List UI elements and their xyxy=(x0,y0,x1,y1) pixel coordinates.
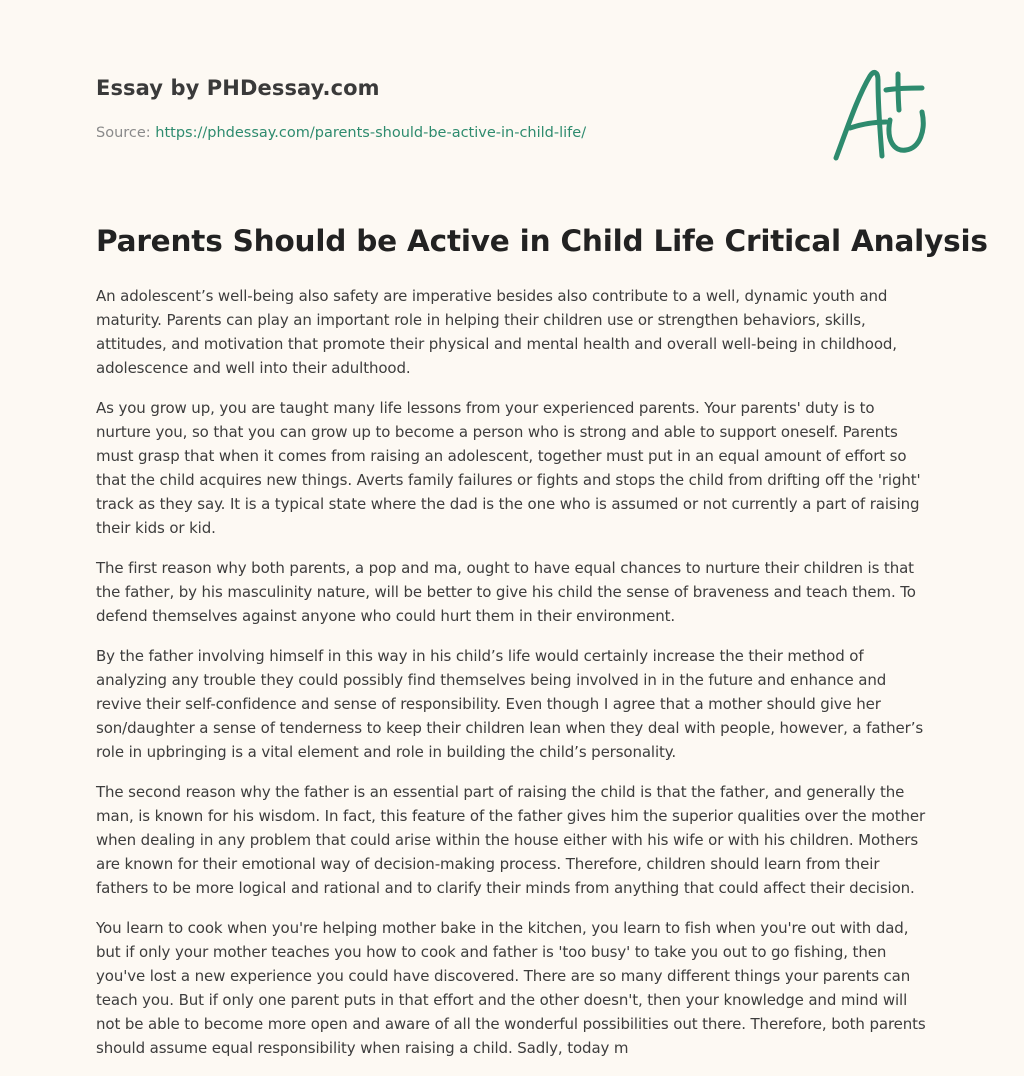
paragraph: The first reason why both parents, a pop and ma, ought to have equal chances to nurture their children is that the father, by his masculinity nature, will be better to give his child the sense of braveness and teach them. To defend themselves against anyone who could hurt them in their environment. xyxy=(96,559,916,625)
header xyxy=(96,0,928,200)
paragraph: As you grow up, you are taught many life lessons from your experienced parents. Your parents' duty is to nurture you, so that you can grow up to become a person who is strong and able to support oneself. Parents must grasp that when it comes from raising an adolescent, together must put in an equal amount of effort so that the child acquires new things. Averts family failures or fights and stops the child from drifting off the 'right' track as they say. It is a typical state where the dad is the one who is assumed or not currently a part of raising their kids or kid. xyxy=(96,399,921,537)
source-label: Source: xyxy=(96,125,151,141)
essay-body xyxy=(96,284,932,1076)
source-link[interactable]: https://phdessay.com/parents-should-be-active-in-child-life/ xyxy=(155,125,587,141)
essay-title: Parents Should be Active in Child Life Critical Analysis xyxy=(96,224,988,258)
paragraph: The second reason why the father is an essential part of raising the child is that the father, and generally the man, is known for his wisdom. In fact, this feature of the father gives him the superior qualities over the mother when dealing in any problem that could arise within the house either with his wife or with his children. Mothers are known for their emotional way of decision-making process. Therefore, children should learn from their fathers to be more logical and rational and to clarify their minds from anything that could affect their decision. xyxy=(96,783,926,897)
source-line xyxy=(96,125,586,141)
paragraph: You learn to cook when you're helping mother bake in the kitchen, you learn to fish when you're out with dad, but if only your mother teaches you how to cook and father is 'too busy' to take you out to go fishing, then you've lost a new experience you could have discovered. There are so many different things your parents can teach you. But if only one parent puts in that effort and the other doesn't, then your knowledge and mind will not be able to become more open and aware of all the wonderful possibilities out there. Therefore, both parents should assume equal responsibility when raising a child. Sadly, today m xyxy=(96,919,926,1057)
brand-title: Essay by PHDessay.com xyxy=(96,76,380,100)
paragraph: By the father involving himself in this way in his child’s life would certainly increase the their method of analyzing any trouble they could possibly find themselves being involved in in the future and enhance and revive their self-confidence and sense of responsibility. Even though I agree that a mother should give her son/daughter a sense of tenderness to keep their children lean when they deal with people, however, a father’s role in upbringing is a vital element and role in building the child’s personality. xyxy=(96,647,924,761)
a-plus-logo-icon xyxy=(828,66,934,164)
paragraph: An adolescent’s well-being also safety are imperative besides also contribute to a well, dynamic youth and maturity. Parents can play an important role in helping their children use or strengthen behaviors, skills, attitudes, and motivation that promote their physical and mental health and overall well-being in childhood, adolescence and well into their adulthood. xyxy=(96,287,897,377)
